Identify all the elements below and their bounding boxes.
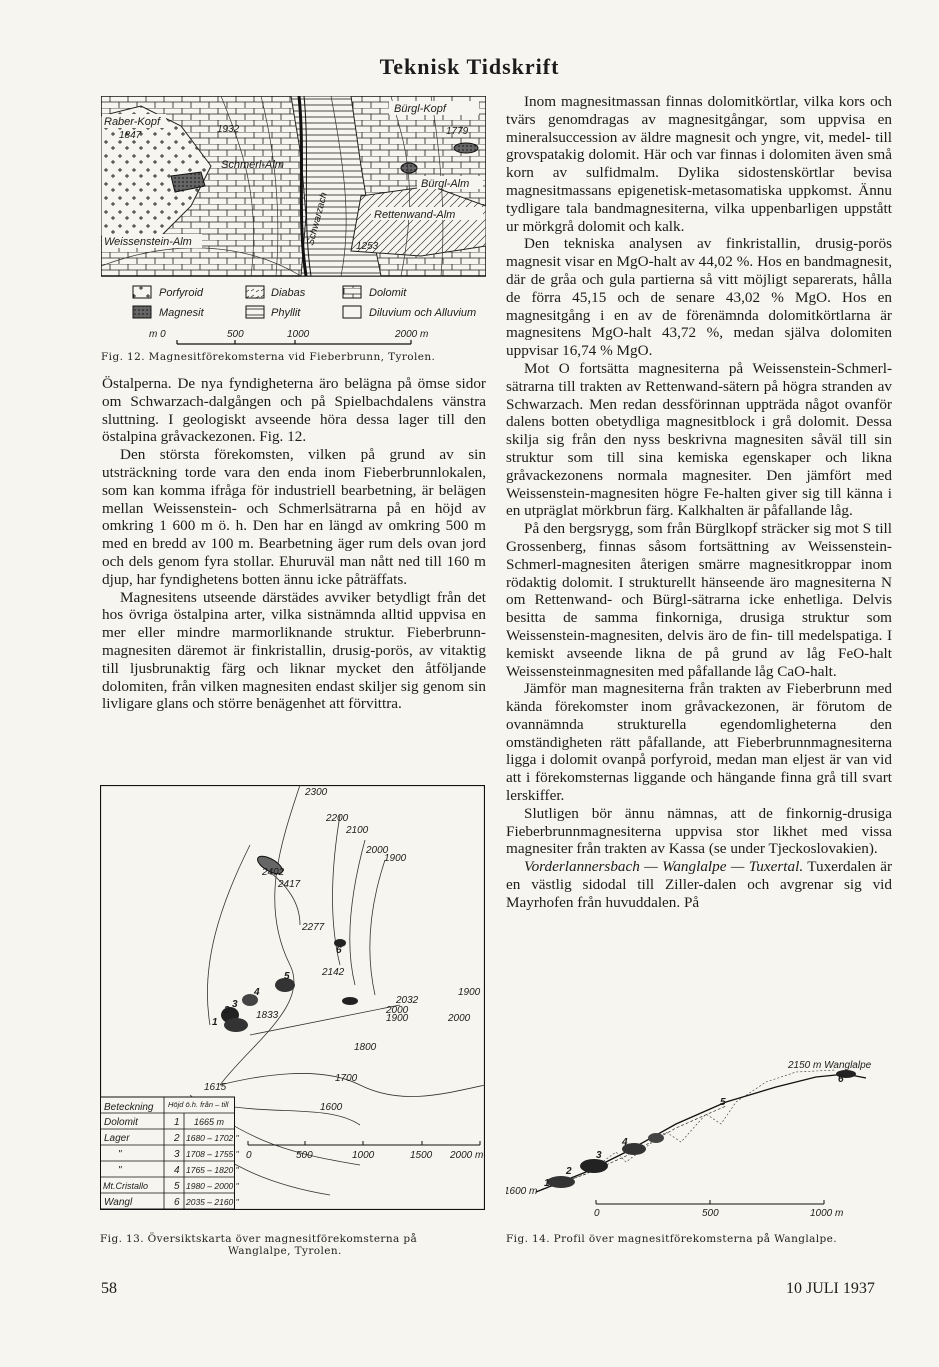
place-schmerl-alm: Schmerl-Alm — [221, 159, 284, 171]
place-1847: 1847 — [119, 130, 142, 141]
contour-label: 2000 — [386, 1005, 409, 1016]
scale-0: m 0 — [149, 329, 166, 340]
table-cell: Wangl — [104, 1197, 133, 1208]
scale-500: 500 — [227, 329, 244, 340]
table-cell: 1765 – 1820 " — [186, 1165, 239, 1175]
fig13-caption — [100, 1233, 490, 1257]
table-cell: 2035 – 2160 " — [186, 1197, 239, 1207]
place-weissenstein-alm: Weissenstein-Alm — [104, 236, 192, 248]
profile-label: 4 — [622, 1137, 628, 1148]
contour-label: 2032 — [396, 995, 419, 1006]
contour-label: 2277 — [302, 922, 325, 933]
table-cell: Mt.Cristallo — [103, 1181, 149, 1191]
fig13-table — [100, 1097, 240, 1209]
paragraph: Slutligen bör ännu nämnas, att de finkornig-drusiga Fieberbrunnmagnesiterna uppvisa stor likhet med vissa magnesiter från trakten av Kassa (se under Tjeckoslovakien). — [506, 804, 892, 858]
place-1253: 1253 — [356, 241, 379, 252]
contour-label: 1600 — [320, 1102, 343, 1113]
svg-text:2: 2 — [224, 1005, 230, 1016]
table-cell: 4 — [174, 1165, 180, 1176]
svg-text:6: 6 — [336, 945, 342, 956]
table-cell: 1708 – 1755 " — [186, 1149, 239, 1159]
paragraph: Magnesitens utseende därstädes avviker betydligt från det hos övriga östalpina arter, vilka sistnämnda alltid uppvisa en mer eller mindre marmorliknande struktur. Fieberbrunn-magnesiten däremot är finkristallin, drusig-porös, av vitaktig till ljusbrunaktig färg och liknar mycket den åtföljande dolomiten, från vilken magnesiten endast skiljer sig genom sin livligare glans och större benägenhet att förvittra. — [102, 588, 486, 713]
scale-label: 500 — [296, 1150, 313, 1161]
contour-label: 1800 — [354, 1042, 377, 1053]
table-cell: 1665 m — [194, 1117, 225, 1127]
table-cell: 6 — [174, 1197, 180, 1208]
table-header: Höjd ö.h. från – till — [168, 1100, 229, 1109]
masthead-title: Teknisk Tidskrift — [379, 54, 560, 79]
fig13-caption-line1: Fig. 13. Översiktskarta över magnesitförekomsterna på — [100, 1233, 418, 1245]
place-rettenwand-alm: Rettenwand-Alm — [374, 209, 456, 221]
table-cell: " — [118, 1149, 122, 1160]
profile-label: 1 — [544, 1178, 550, 1189]
paragraph: Inom magnesitmassan finnas dolomitkörtlar, vilka kors och tvärs genomdragas av magnesitgångar, som uppvisa en mineralsuccession av äldre magnesit och yngre, vit, medel- till grovspatakig dolomit. Här och var finnas i dolomiten även små korn av sulfidmalm. Dylika sidostenskörtlar bevisa magnesitmassans epigenetisk-metasomatiska uppkomst. Ännu tydligare tala bandmagnesiterna, vilka uppenbarligen uppstått ur mörkgrå dolomit och kalk. — [506, 93, 892, 235]
contour-label: 1900 — [384, 853, 407, 864]
legend-phyllit: Phyllit — [271, 307, 301, 319]
svg-text:3: 3 — [232, 999, 238, 1010]
fig13-scale — [246, 1141, 483, 1161]
page-number: 58 — [101, 1280, 117, 1297]
place-schwarzach: Schwarzach — [305, 191, 330, 247]
scale-label: 0 — [594, 1208, 600, 1219]
scale-label: 1000 — [352, 1150, 375, 1161]
table-cell: 2 — [174, 1133, 180, 1144]
svg-text:4: 4 — [254, 987, 260, 998]
scale-label: 1000 m — [810, 1208, 844, 1219]
table-cell: 5 — [174, 1181, 180, 1192]
legend-magnesit: Magnesit — [159, 307, 204, 319]
scale-label: 1500 — [410, 1150, 433, 1161]
profile-label: 3 — [596, 1150, 602, 1161]
contour-label: 2402 — [262, 867, 285, 878]
table-cell: " — [118, 1165, 122, 1176]
fig12-legend — [133, 286, 476, 344]
contour-label: 2100 — [346, 825, 369, 836]
figure-14-profile — [506, 1052, 896, 1222]
contour-label: 2142 — [322, 967, 345, 978]
place-burgl-alm: Bürgl-Alm — [421, 178, 470, 190]
paragraph: På den bergsrygg, som från Bürglkopf sträcker sig mot S till Grossenberg, finnas såsom fortsättning av Weissenstein-Schmerl-magnesiten återigen smärre magnesitkroppar inom rödaktig dolomit. I strukturellt hänseende äro magnesiterna N om Rettenwand- och Bürgl-sätrarna icke enhetliga. Delvis besitta de samma finkorniga, drusiga struktur som Weissenstein-magnesiten, delvis äro de fin- till medelspatiga. I kemiskt avseende likna de på grund av låg FeO-halt Weissensteinmagnesiten med påfallande låg CaO-halt. — [506, 520, 892, 680]
fig14-caption: Fig. 14. Profil över magnesitförekomsterna på Wanglalpe. — [506, 1233, 838, 1245]
profile-label: 2150 m Wanglalpe — [788, 1060, 872, 1071]
legend-porfyroid: Porfyroid — [159, 287, 204, 299]
issue-date: 10 JULI 1937 — [786, 1280, 875, 1297]
contour-label: 2000 — [366, 845, 389, 856]
svg-text:5: 5 — [284, 971, 290, 982]
paragraph: Den största förekomsten, vilken på grund av sin utsträckning torde vara den enda inom Fieberbrunnlokalen, som kan komma ifråga för industriell bearbetning, är belägen mellan Weissenstein- och Schmerlsätrarna på en höjd av omkring 1 600 m ö. h. Den har en längd av omkring 500 m med en bredd av 100 m. Bearbetning äger rum dels ovan jord och dels genom fyra stollar. Ehuruväl man nått ned till 160 m djup, har fyndighetens botten ännu icke påträffats. — [102, 446, 486, 588]
contour-label: 2200 — [326, 813, 349, 824]
scale-label: 500 — [702, 1208, 719, 1219]
place-raber-kopf: Raber-Kopf — [104, 116, 161, 128]
profile-label: 1600 m — [506, 1186, 538, 1197]
table-cell: Lager — [104, 1133, 130, 1144]
legend-diluvium: Diluvium och Alluvium — [369, 307, 477, 319]
place-1932: 1932 — [217, 124, 240, 135]
right-column — [506, 93, 892, 912]
contour-label: 1900 — [458, 987, 481, 998]
scale-label: 2000 m — [450, 1150, 484, 1161]
table-cell: 1980 – 2000 " — [186, 1181, 239, 1191]
contour-label: 2000 — [448, 1013, 471, 1024]
scale-1000: 1000 — [287, 329, 310, 340]
paragraph: Den tekniska analysen av finkristallin, drusig-porös magnesit visar en MgO-halt av 44,02 %. Hos en bandmagnesit, där de gråa och gula partierna så vitt möjligt separerats, hålla de förra 45,15 och de senare 43,02 % MgO. Hos en magnesitgång i en av de förenämnda dolomitkörtlarna är magnesitens MgO-halt 43,72 %, medan själva dolomiten uppvisar 16,74 % MgO. — [506, 235, 892, 360]
figure-13-map — [100, 785, 485, 1210]
table-cell: 3 — [174, 1149, 180, 1160]
place-1779: 1779 — [446, 126, 469, 137]
table-cell: 1 — [174, 1117, 180, 1128]
contour-label: 1700 — [335, 1073, 358, 1084]
table-cell: 1680 – 1702 " — [186, 1133, 239, 1143]
paragraph: Jämför man magnesiterna från trakten av Fieberbrunn med kända förekomster inom gråvackezonen, är förutom de ovannämnda strukturella egendomligheterna den omständigheten rätt påfallande, att Fieberbrunnmagnesiterna ligga i dolomit ovanpå porfyroid, medan man eljest är van vid att i förekomsternas liggande och hängande finna grå till svart lerskiffer. — [506, 680, 892, 805]
legend-dolomit: Dolomit — [369, 287, 407, 299]
profile-label: 6 — [838, 1074, 844, 1085]
svg-text:1: 1 — [212, 1017, 218, 1028]
contour-label: 1900 — [386, 1013, 409, 1024]
contour-label: 1833 — [256, 1010, 279, 1021]
profile-label: 2 — [566, 1166, 572, 1177]
contour-label: 1615 — [204, 1082, 227, 1093]
left-column — [102, 375, 486, 713]
fig13-contour-labels — [204, 787, 481, 1113]
table-cell: Dolomit — [104, 1117, 138, 1128]
paragraph: Östalperna. De nya fyndigheterna äro belägna på ömse sidor om Schwarzach-dalgången och på Spielbachdalens vänstra sluttning. I geologiskt avseende höra dessa lager till den östalpina gråvackezonen. Fig. 12. — [102, 375, 486, 446]
fig12-caption: Fig. 12. Magnesitförekomsterna vid Fieberbrunn, Tyrolen. — [101, 351, 436, 363]
table-header: Beteckning — [104, 1102, 154, 1113]
scale-2000: 2000 m — [395, 329, 429, 340]
section-heading: Vorderlannersbach — Wanglalpe — Tuxertal. — [524, 858, 804, 876]
figure-12-map — [101, 96, 486, 346]
scale-label: 0 — [246, 1150, 252, 1161]
contour-label: 2417 — [278, 879, 301, 890]
paragraph: Mot O fortsätta magnesiterna på Weissenstein-Schmerl-sätrarna till trakten av Rettenwand-sätern på högra stranden av Schwarzach. Men redan dessförinnan uppträda något ovanför dalens botten obetydliga magnesitblock i grå dolomit. Dessa skilja sig från den nyss beskrivna magnesiten såväl till sin struktur som till sina kemiska egenskaper och likna gråvackezonens normala magnesiter. Den jämfört med Weissenstein-magnesiten högre Fe-halten giver sig till känna i en utpräglat mörkbrun färg. Kalkhalten är påfallande låg. — [506, 359, 892, 520]
profile-label: 5 — [720, 1097, 726, 1108]
legend-diabas: Diabas — [271, 287, 306, 299]
contour-label: 2300 — [305, 787, 328, 798]
fig13-caption-line2: Wanglalpe, Tyrolen. — [228, 1245, 342, 1257]
paragraph: Tuxerdalen är en västlig sidodal till Ziller-dalen och avgrenar sig vid Mayrhofen från huvuddalen. På — [506, 858, 893, 911]
place-burgl-kopf: Bürgl-Kopf — [394, 103, 446, 115]
